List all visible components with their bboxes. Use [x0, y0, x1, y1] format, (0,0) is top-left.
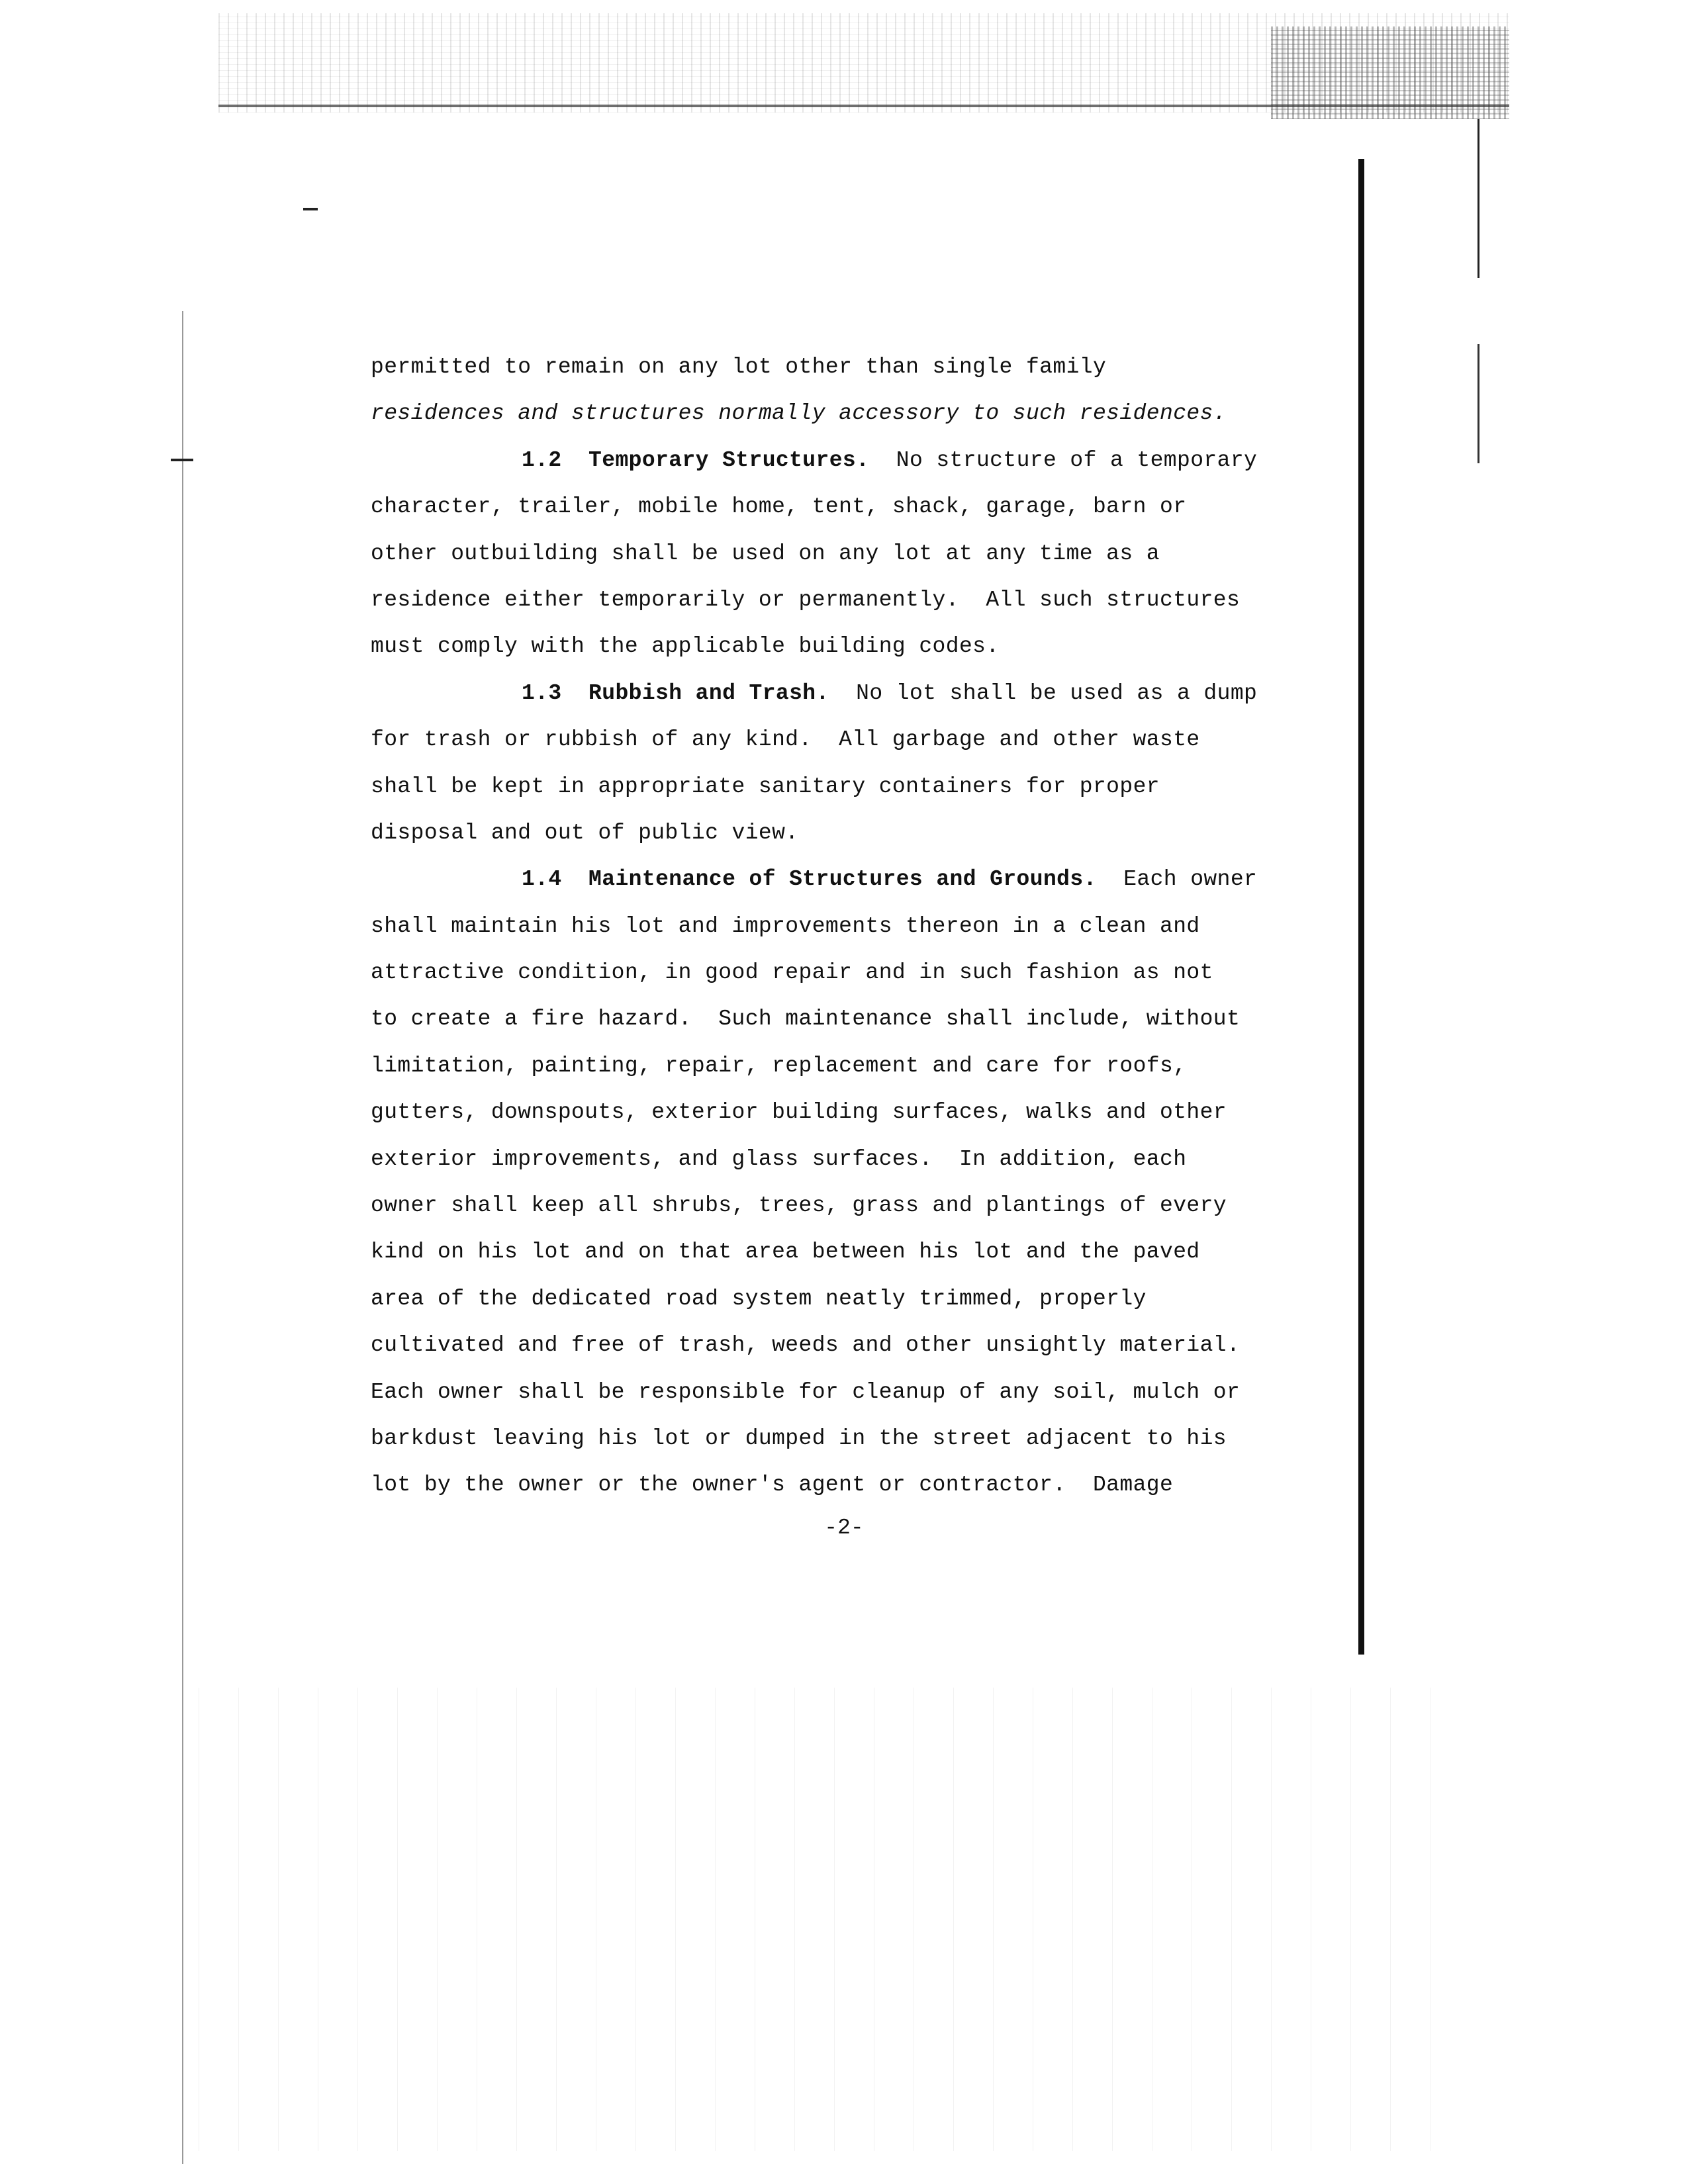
scan-edge-right-thin-2	[1477, 344, 1479, 463]
text-line: barkdust leaving his lot or dumped in the street adjacent to his	[371, 1426, 1227, 1451]
text-line: owner shall keep all shrubs, trees, grass and plantings of every	[371, 1193, 1227, 1218]
text-line: attractive condition, in good repair and in such fashion as not	[371, 960, 1213, 985]
text-line: disposal and out of public view.	[371, 820, 799, 845]
section-number: 1.3	[522, 680, 562, 705]
text-line: other outbuilding shall be used on any lot at any time as a	[371, 541, 1160, 566]
text-line: gutters, downspouts, exterior building surfaces, walks and other	[371, 1100, 1227, 1125]
text-line: permitted to remain on any lot other than single family	[371, 355, 1107, 379]
scan-edge-left	[182, 311, 183, 2164]
section-number: 1.2	[522, 447, 562, 473]
text-line: area of the dedicated road system neatly trimmed, properly	[371, 1286, 1147, 1311]
section-number: 1.4	[522, 867, 562, 892]
section-heading-line	[371, 670, 1271, 717]
scan-mark-top	[303, 208, 318, 210]
section-text: No lot shall be used as a dump	[829, 680, 1258, 705]
section-text: Each owner	[1096, 867, 1258, 892]
text-line: Each owner shall be responsible for cleanup of any soil, mulch or	[371, 1379, 1241, 1404]
text-line: lot by the owner or the owner's agent or contractor. Damage	[371, 1473, 1174, 1498]
page-number: -2-	[824, 1516, 864, 1540]
section-text: No structure of a temporary	[869, 447, 1258, 473]
text-line: limitation, painting, repair, replacement and care for roofs,	[371, 1053, 1187, 1078]
section-heading-line	[371, 856, 1271, 903]
section-title: Rubbish and Trash.	[588, 680, 829, 705]
text-line: kind on his lot and on that area between his lot and the paved	[371, 1240, 1200, 1265]
text-line: shall maintain his lot and improvements thereon in a clean and	[371, 913, 1200, 938]
text-line: exterior improvements, and glass surfaces. In addition, each	[371, 1146, 1187, 1171]
section-title: Temporary Structures.	[588, 447, 870, 473]
text-line: shall be kept in appropriate sanitary containers for proper	[371, 774, 1160, 799]
text-line: cultivated and free of trash, weeds and other unsightly material.	[371, 1333, 1241, 1358]
text-line: must comply with the applicable building codes.	[371, 634, 1000, 659]
text-line: residence either temporarily or permanently. All such structures	[371, 587, 1241, 612]
scan-rule-top	[218, 105, 1509, 107]
scan-noise-bottom	[199, 1688, 1456, 2151]
text-line: to create a fire hazard. Such maintenance shall include, without	[371, 1007, 1241, 1032]
scan-edge-right-thin	[1477, 119, 1479, 278]
document-body	[371, 344, 1271, 1509]
section-heading-line	[371, 437, 1271, 484]
text-line: character, trailer, mobile home, tent, shack, garage, barn or	[371, 494, 1187, 520]
scan-edge-right	[1358, 159, 1364, 1655]
scan-mark-left	[171, 459, 193, 461]
text-line: residences and structures normally accessory to such residences.	[371, 401, 1227, 426]
section-title: Maintenance of Structures and Grounds.	[588, 867, 1097, 892]
text-line: for trash or rubbish of any kind. All garbage and other waste	[371, 727, 1200, 752]
